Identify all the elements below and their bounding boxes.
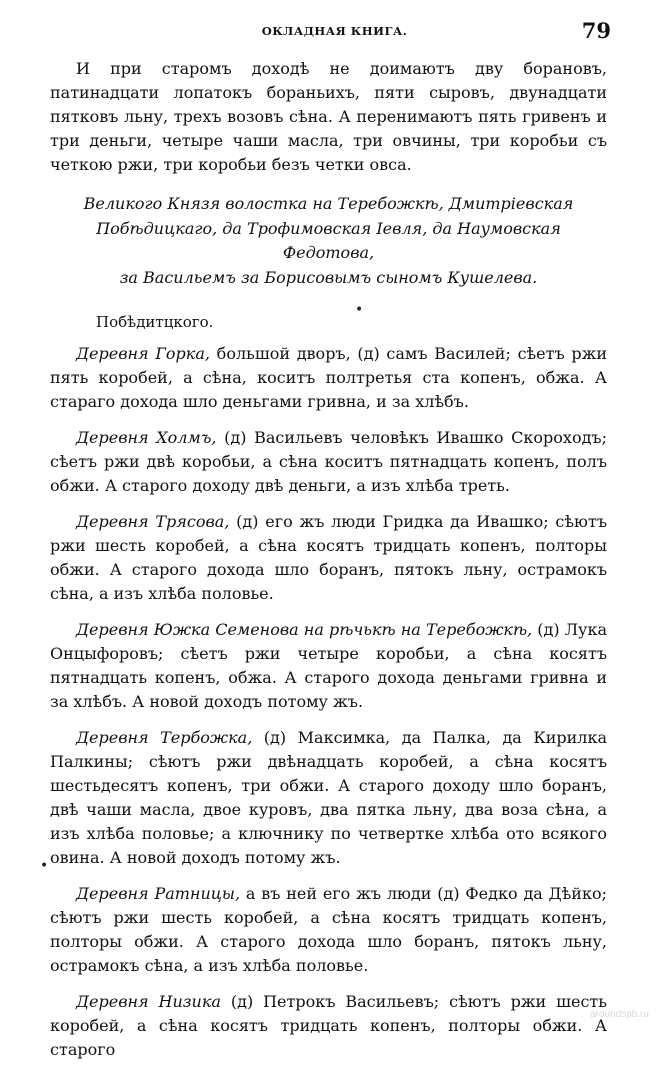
entry-text: большой дворъ, (д) самъ Василей; сѣетъ ржи пять коробей, а сѣна, коситъ полтретья ста копенъ, обжа. А стараго дохода шло деньгами гривна, и за хлѣбъ. (50, 344, 607, 411)
entry-place-name: Деревня Тербожка, (76, 728, 253, 747)
entry-text: (д) Васильевъ человѣкъ Ивашко Скороходъ; сѣетъ ржи двѣ коробьи, а сѣна коситъ пятнадцать копенъ, полъ обжи. А старого доходу двѣ деньги, а изъ хлѣба треть. (50, 428, 607, 495)
entry-paragraph (50, 426, 607, 498)
entry-text: (д) Лука Онцыфоровъ; сѣетъ ржи четыре коробьи, а сѣна косятъ пятнадцать копенъ, обжа. А старого дохода деньгами гривна и за хлѣбъ. А новой доходъ потому жъ. (50, 620, 608, 711)
section-heading-line: Великого Князя волостка на Теребожкѣ, Дмитріевская Побѣдицкаго, да Трофимовская Іевля, да Наумовская Федотова, (83, 194, 574, 262)
entry-text: (д) Петрокъ Васильевъ; сѣютъ ржи шесть коробей, а сѣна косятъ тридцать копенъ, полторы обжи. А старого (50, 992, 607, 1059)
running-title: ОКЛАДНАЯ КНИГА. (261, 24, 408, 38)
entry-paragraph (50, 726, 607, 870)
entry-text: а въ ней его жъ люди (д) Федко да Дѣйко; сѣютъ ржи шесть коробей, а сѣна косятъ тридцать копенъ, полторы обжи. А старого дохода шло боранъ, пятокъ льну, острамокъ сѣна, а изъ хлѣба половье. (50, 884, 607, 975)
entry-paragraph (50, 342, 607, 414)
ink-speck: • (40, 858, 49, 874)
subheading: Побѣдитцкого. (96, 313, 214, 331)
entry-paragraph (50, 990, 607, 1062)
watermark: aroundspb.ru (590, 1009, 649, 1020)
entry-place-name: Деревня Ратницы, (76, 884, 241, 903)
entry-paragraph (50, 882, 607, 978)
running-head (0, 18, 669, 46)
page-body (50, 57, 607, 1074)
entry-place-name: Деревня Трясова, (76, 512, 230, 531)
entry-place-name: Деревня Южка Семенова на рѣчькѣ на Теребожкѣ, (76, 620, 533, 639)
section-heading (50, 192, 607, 290)
section-heading-line: за Васильемъ за Борисовымъ сыномъ Кушелева. (119, 267, 538, 287)
ink-speck: • (355, 302, 364, 318)
entry-place-name: Деревня Низика (76, 992, 221, 1011)
entry-text: (д) Максимка, да Палка, да Кирилка Палкины; сѣютъ ржи двѣнадцать коробей, а сѣна косятъ шестьдесятъ копенъ, три обжи. А старого доходу шло боранъ, двѣ чаши масла, двое куровъ, два пятка льну, два воза сѣна, а изъ хлѣба половье; а ключнику по четвертке хлѣба ото всякого овина. А новой доходъ потому жъ. (50, 728, 608, 867)
entry-paragraph (50, 510, 607, 606)
entry-place-name: Деревня Холмъ, (76, 428, 217, 447)
intro-paragraph: И при старомъ доходѣ не доимаютъ дву борановъ, патинадцати лопатокъ бораньихъ, пяти сыровъ, двунадцати пятковъ льну, трехъ возовъ сѣна. А перенимаютъ пять гривенъ и три деньги, четыре чаши масла, три овчины, три коробьи съ четкою ржи, три коробьи безъ четки овса. (50, 59, 607, 174)
entry-text: (д) его жъ люди Гридка да Ивашко; сѣютъ ржи шесть коробей, а сѣна косятъ тридцать копенъ, полторы обжи. А старого дохода шло боранъ, пятокъ льну, острамокъ сѣна, а изъ хлѣба половье. (50, 512, 607, 603)
entry-paragraph (50, 618, 607, 714)
entry-place-name: Деревня Горка, (76, 344, 210, 363)
page-number: 79 (581, 18, 611, 43)
